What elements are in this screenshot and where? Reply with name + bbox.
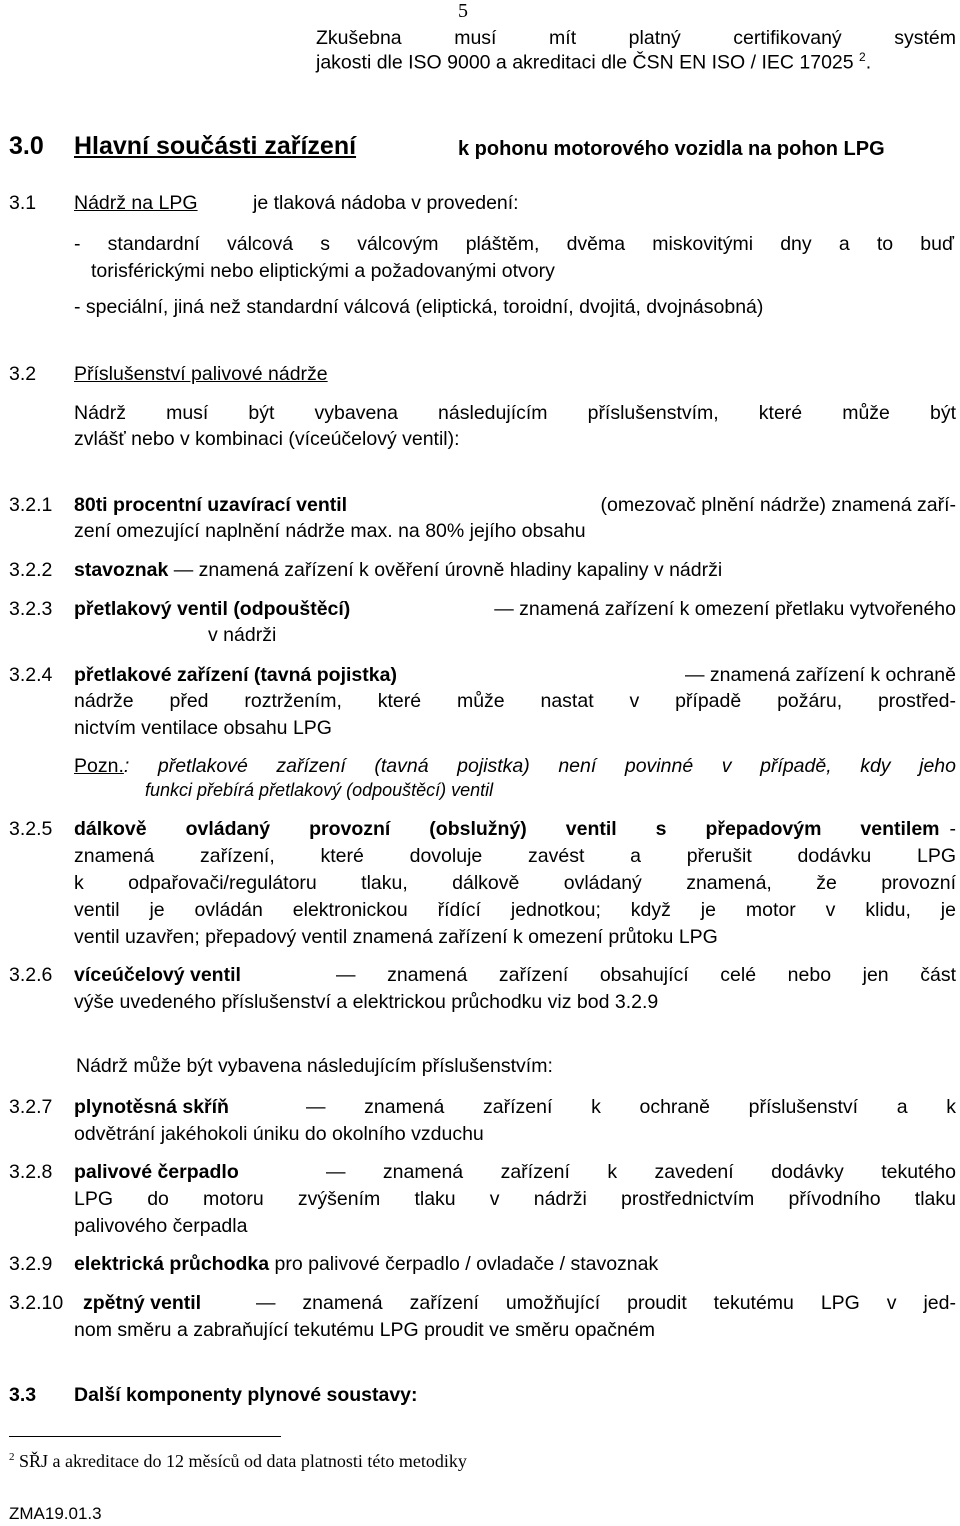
item-3-2-10-title: zpětný ventil: [83, 1292, 202, 1314]
item-3-2-3-rest: — znamená zařízení k omezení přetlaku vytvořeného: [494, 598, 956, 620]
item-3-2-5-line-1: dálkově ovládaný provozní (obslužný) ventil s přepadovým ventilem -: [74, 818, 956, 840]
footnote-divider: [9, 1436, 281, 1437]
item-3-2-2-number: 3.2.2: [9, 559, 53, 581]
intro-line-2: jakosti dle ISO 9000 a akreditaci dle ČSN EN ISO / IEC 17025 $^2$.: [316, 50, 872, 74]
item-3-2-10-rest: — znamená zařízení umožňující proudit tekutému LPG v jed-: [256, 1292, 956, 1314]
item-3-2-1-line-1: [74, 496, 956, 516]
item-3-2-10-number: 3.2.10: [9, 1292, 64, 1314]
item-3-2-7-line-2: odvětrání jakéhokoli úniku do okolního vzduchu: [74, 1123, 484, 1145]
section-3-1-title: Nádrž na LPG: [74, 192, 198, 214]
item-3-2-6-line-2: výše uvedeného příslušenství a elektrickou průchodku viz bod 3.2.9: [74, 991, 659, 1013]
item-3-2-5-line-3: k odpařovači/regulátoru tlaku, dálkově ovládaný znamená, že provozní: [74, 872, 956, 894]
section-3-2-number: 3.2: [9, 363, 37, 385]
extra-accessories-intro: Nádrž může být vybavena následujícím příslušenstvím:: [76, 1055, 553, 1077]
item-3-2-1-rest: (omezovač plnění nádrže) znamená zaří-: [600, 494, 956, 516]
item-3-2-3-line-1: [74, 600, 956, 620]
footnote-marker: 2: [9, 1451, 15, 1463]
footnote-text: SŘJ a akreditace do 12 měsíců od data platnosti této metodiky: [19, 1451, 467, 1471]
intro-line-1: Zkušebna musí mít platný certifikovaný systém: [316, 27, 956, 49]
section-3-2-text-2: zvlášť nebo v kombinaci (víceúčelový ventil):: [74, 428, 460, 450]
section-3-1-number: 3.1: [9, 192, 37, 214]
item-3-2-8-line-2: LPG do motoru zvýšením tlaku v nádrži prostřednictvím přívodního tlaku: [74, 1188, 956, 1210]
section-3-1-item-2: - speciální, jiná než standardní válcová (eliptická, toroidní, dvojitá, dvojnásobná): [74, 296, 764, 318]
section-3-1-intro: je tlaková nádoba v provedení:: [253, 192, 519, 214]
item-3-2-1-title: 80ti procentní uzavírací ventil: [74, 494, 348, 516]
item-3-2-7-line-1: [74, 1098, 956, 1118]
item-3-2-4-number: 3.2.4: [9, 664, 53, 686]
item-3-2-5-title: dálkově ovládaný provozní (obslužný) ventil s přepadovým ventilem: [74, 818, 940, 840]
section-3-1-item-1: - standardní válcová s válcovým pláštěm, dvěma miskovitými dny a to buď: [74, 233, 954, 255]
section-3-1-item-1-cont: torisférickými nebo eliptickými a požadovanými otvory: [91, 260, 555, 282]
section-3-0-title: Hlavní součásti zařízení: [74, 132, 357, 160]
item-3-2-7-title: plynotěsná skříň: [74, 1096, 229, 1118]
section-3-0-number: 3.0: [9, 132, 44, 160]
item-3-2-10-line-2: nom směru a zabraňující tekutému LPG proudit ve směru opačném: [74, 1319, 655, 1341]
item-3-2-8-title: palivové čerpadlo: [74, 1161, 239, 1183]
item-3-2-10-line-1: [83, 1294, 956, 1314]
item-3-2-8-number: 3.2.8: [9, 1161, 53, 1183]
page-number: 5: [458, 0, 468, 22]
footnote-ref: 2: [859, 50, 866, 64]
item-3-2-1-line-2: zení omezující naplnění nádrže max. na 80% jejího obsahu: [74, 520, 586, 542]
item-3-2-5-line-2: znamená zařízení, které dovoluje zavést a přerušit dodávku LPG: [74, 845, 956, 867]
item-3-2-4-line-2: nádrže před roztržením, které může nastat v případě požáru, prostřed-: [74, 690, 956, 712]
section-3-3-title: Další komponenty plynové soustavy:: [74, 1384, 418, 1406]
item-3-2-2-line: stavoznak — znamená zařízení k ověření úrovně hladiny kapaliny v nádrži: [74, 559, 723, 581]
item-3-2-9-line: elektrická průchodka pro palivové čerpadlo / ovladače / stavoznak: [74, 1253, 659, 1275]
item-3-2-7-number: 3.2.7: [9, 1096, 53, 1118]
item-3-2-4-title: přetlakové zařízení (tavná pojistka): [74, 664, 397, 686]
item-3-2-4-note-1: [74, 757, 956, 777]
note-text: : přetlakové zařízení (tavná pojistka) není povinné v případě, kdy jeho: [123, 755, 956, 777]
footnote: [9, 1452, 467, 1470]
item-3-2-9-number: 3.2.9: [9, 1253, 53, 1275]
section-3-3-number: 3.3: [9, 1384, 37, 1406]
item-3-2-5-line-4: ventil je ovládán elektronickou řídící jednotkou; když je motor v klidu, je: [74, 899, 956, 921]
item-3-2-8-line-3: palivového čerpadla: [74, 1215, 248, 1237]
item-3-2-3-line-2: v nádrži: [208, 624, 277, 646]
item-3-2-6-number: 3.2.6: [9, 964, 53, 986]
item-3-2-6-line-1: [74, 966, 956, 986]
section-3-0-subtitle: k pohonu motorového vozidla na pohon LPG: [458, 138, 885, 160]
item-3-2-7-rest: — znamená zařízení k ochraně příslušenství a k: [306, 1096, 956, 1118]
item-3-2-5-number: 3.2.5: [9, 818, 53, 840]
item-3-2-3-title: přetlakový ventil (odpouštěcí): [74, 598, 351, 620]
item-3-2-4-line-3: nictvím ventilace obsahu LPG: [74, 717, 332, 739]
item-3-2-4-note-2: funkci přebírá přetlakový (odpouštěcí) ventil: [145, 780, 494, 800]
note-label: Pozn.: [74, 755, 124, 777]
item-3-2-4-rest: — znamená zařízení k ochraně: [685, 664, 956, 686]
item-3-2-4-line-1: [74, 666, 956, 686]
item-3-2-6-rest: — znamená zařízení obsahující celé nebo jen část: [336, 964, 956, 986]
item-3-2-3-number: 3.2.3: [9, 598, 53, 620]
section-3-2-text-1: Nádrž musí být vybavena následujícím příslušenstvím, které může být: [74, 402, 956, 424]
item-3-2-8-line-1: [74, 1163, 956, 1183]
section-3-2-title: Příslušenství palivové nádrže: [74, 363, 328, 385]
item-3-2-8-rest: — znamená zařízení k zavedení dodávky tekutého: [326, 1161, 956, 1183]
item-3-2-1-number: 3.2.1: [9, 494, 53, 516]
item-3-2-5-line-5: ventil uzavřen; přepadový ventil znamená zařízení k omezení průtoku LPG: [74, 926, 718, 948]
footer-code: ZMA19.01.3: [9, 1504, 102, 1523]
item-3-2-6-title: víceúčelový ventil: [74, 964, 241, 986]
